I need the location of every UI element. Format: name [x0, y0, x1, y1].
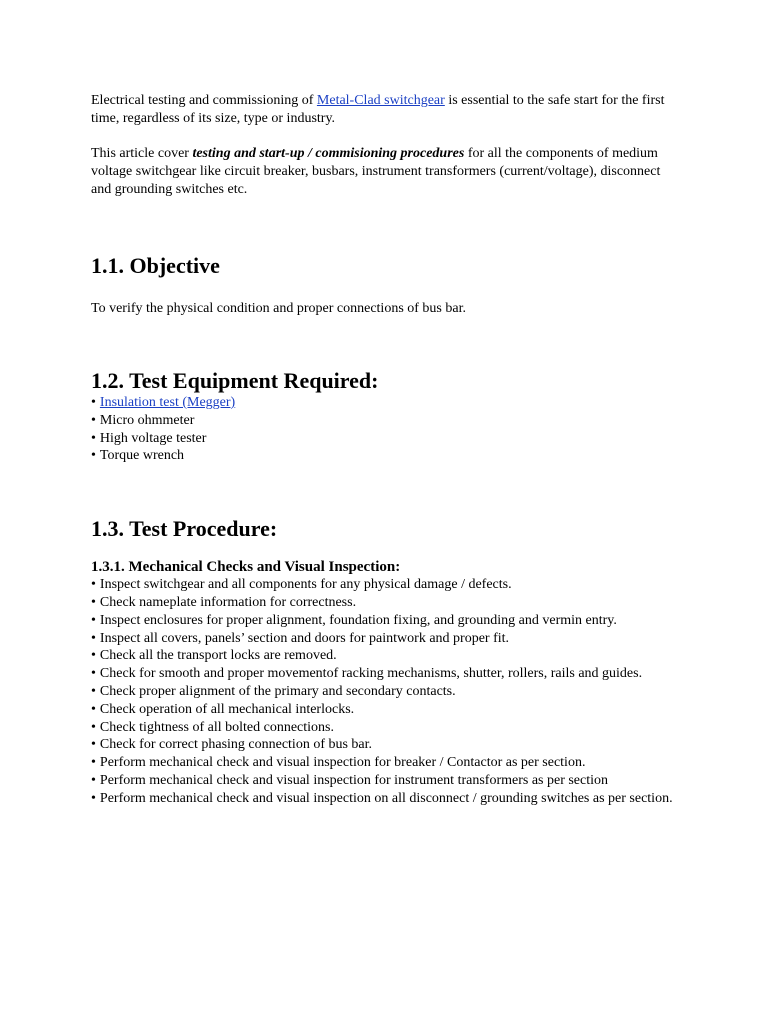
bullet-glyph: •	[91, 630, 96, 646]
check-item-text: Inspect switchgear and all components for any physical damage / defects.	[99, 577, 512, 593]
metal-clad-switchgear-link[interactable]: Metal-Clad switchgear	[316, 93, 445, 108]
mechanical-checks-subheading: 1.3.1. Mechanical Checks and Visual Inspection:	[91, 559, 401, 576]
insulation-test-link[interactable]: Insulation test (Megger)	[99, 395, 236, 410]
bullet-glyph: •	[91, 612, 96, 628]
bullet-glyph: •	[91, 648, 96, 664]
bullet-glyph: •	[91, 755, 96, 771]
bullet-glyph: •	[91, 448, 96, 464]
intro-paragraph-1	[91, 92, 676, 128]
bullet-glyph: •	[91, 412, 96, 428]
bullet-glyph: •	[91, 683, 96, 699]
check-list-item	[91, 576, 676, 594]
check-list-item	[91, 683, 676, 701]
check-item-text: Perform mechanical check and visual inspection for instrument transformers as per section	[99, 772, 609, 788]
equipment-list	[91, 394, 676, 465]
bullet-glyph: •	[91, 701, 96, 717]
check-list-item	[91, 647, 676, 665]
equipment-list-item	[91, 412, 676, 430]
check-list-item	[91, 594, 676, 612]
bullet-glyph: •	[91, 395, 96, 410]
bullet-glyph: •	[91, 430, 96, 446]
equipment-list-item	[91, 447, 676, 465]
bullet-glyph: •	[91, 594, 96, 610]
intro2-emphasis: testing and start-up / commisioning procedures	[192, 146, 465, 161]
equipment-item-label: High voltage tester	[99, 430, 207, 446]
intro2-text-before: This article cover	[91, 146, 193, 161]
check-item-text: Check all the transport locks are removed.	[99, 648, 337, 664]
bullet-glyph: •	[91, 772, 96, 788]
bullet-glyph: •	[91, 577, 96, 593]
intro2-text-after: for all the components of medium voltage switchgear like circuit breaker, busbars, instrument transformers (current/voltage), disconnect and grounding switches etc.	[91, 146, 661, 197]
check-list-item	[91, 612, 676, 630]
bullet-glyph: •	[91, 719, 96, 735]
check-item-text: Check tightness of all bolted connections.	[99, 719, 334, 735]
check-item-text: Inspect all covers, panels’ section and doors for paintwork and proper fit.	[99, 630, 510, 646]
objective-heading: 1.1. Objective	[91, 253, 220, 278]
check-list-item	[91, 790, 676, 808]
bullet-glyph: •	[91, 737, 96, 753]
equipment-item-label: Torque wrench	[99, 448, 185, 464]
check-item-text: Check operation of all mechanical interlocks.	[99, 701, 355, 717]
check-item-text: Perform mechanical check and visual inspection for breaker / Contactor as per section.	[99, 755, 586, 771]
check-item-text: Check for correct phasing connection of bus bar.	[99, 737, 373, 753]
intro-paragraph-2	[91, 145, 676, 199]
check-item-text: Check proper alignment of the primary and secondary contacts.	[99, 683, 456, 699]
check-item-text: Check nameplate information for correctness.	[99, 594, 357, 610]
equipment-list-item[interactable]	[91, 394, 676, 412]
equipment-list-item	[91, 430, 676, 448]
intro-text-before-link: Electrical testing and commissioning of	[91, 93, 317, 108]
intro-text-after-link: is essential to the safe start for the first time, regardless of its size, type or industry.	[91, 93, 665, 126]
bullet-glyph: •	[91, 666, 96, 682]
mechanical-checks-list	[91, 576, 676, 807]
article-body	[91, 92, 676, 808]
check-item-text: Perform mechanical check and visual inspection on all disconnect / grounding switches as per section.	[99, 790, 673, 806]
check-list-item	[91, 772, 676, 790]
check-list-item	[91, 719, 676, 737]
check-list-item	[91, 665, 676, 683]
equipment-item-label: Micro ohmmeter	[99, 412, 195, 428]
check-item-text: Inspect enclosures for proper alignment, foundation fixing, and grounding and vermin entry.	[99, 612, 617, 628]
check-list-item	[91, 630, 676, 648]
bullet-glyph: •	[91, 790, 96, 806]
equipment-heading: 1.2. Test Equipment Required:	[91, 368, 379, 393]
check-item-text: Check for smooth and proper movementof racking mechanisms, shutter, rollers, rails and guides.	[99, 666, 643, 682]
objective-text: To verify the physical condition and proper connections of bus bar.	[91, 301, 466, 316]
check-list-item	[91, 736, 676, 754]
procedure-heading: 1.3. Test Procedure:	[91, 516, 278, 542]
check-list-item	[91, 701, 676, 719]
check-list-item	[91, 754, 676, 772]
